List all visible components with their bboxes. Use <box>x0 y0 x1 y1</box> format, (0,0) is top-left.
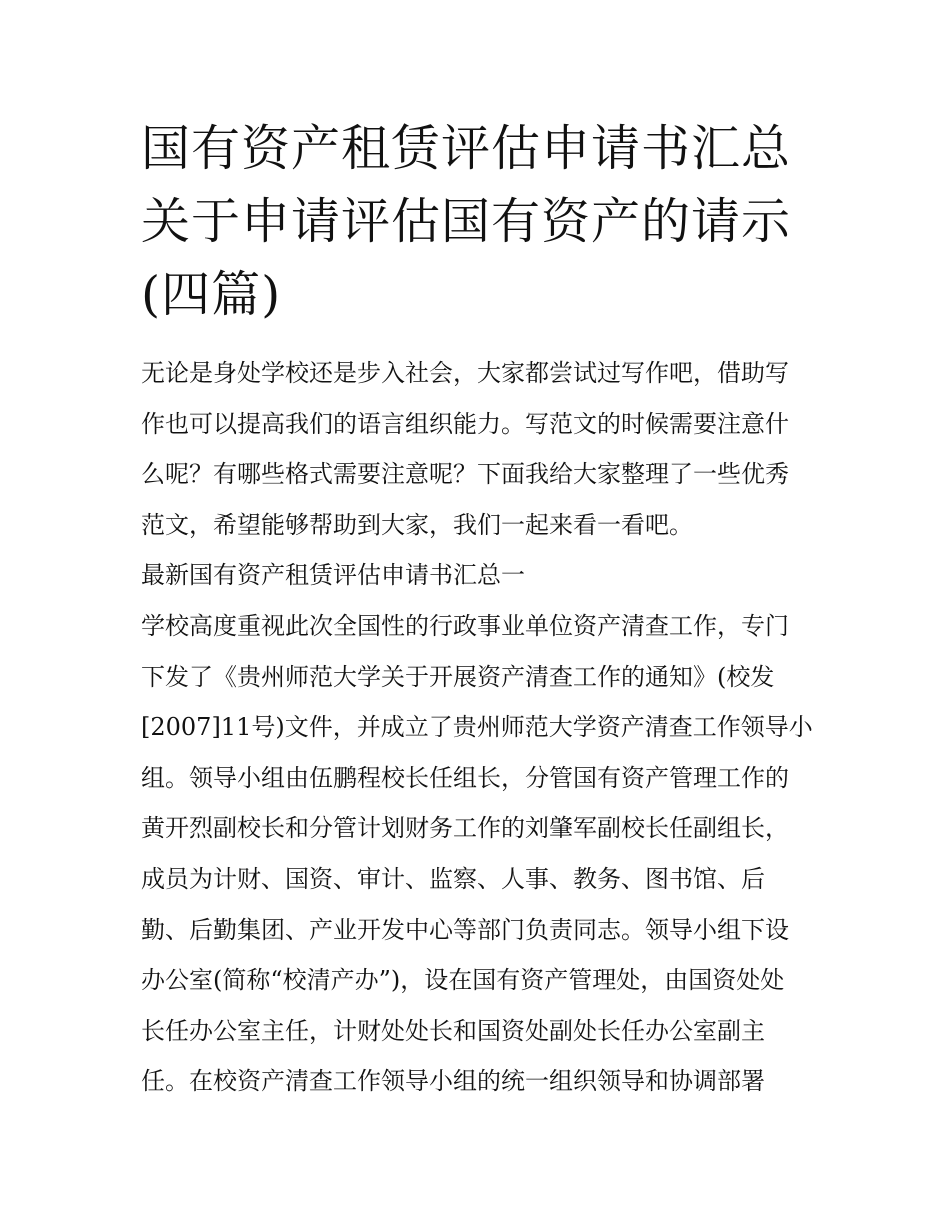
document-body <box>141 348 813 1107</box>
body-line-10: 任。在校资产清查工作领导小组的统一组织领导和协调部署 <box>141 1067 765 1096</box>
body-line-8: 办公室(简称“校清产办”)，设在国有资产管理处，由国资处处 <box>141 966 785 995</box>
intro-line-2: 作也可以提高我们的语言组织能力。写范文的时候需要注意什 <box>141 409 789 438</box>
body-line-4: 组。领导小组由伍鹏程校长任组长，分管国有资产管理工作的 <box>141 763 789 792</box>
intro-line-4: 范文，希望能够帮助到大家，我们一起来看一看吧。 <box>141 510 693 539</box>
intro-line-1: 无论是身处学校还是步入社会，大家都尝试过写作吧，借助写 <box>141 359 789 387</box>
body-line-5: 黄开烈副校长和分管计划财务工作的刘肇军副校长任副组长， <box>141 814 789 843</box>
body-line-7: 勤、后勤集团、产业开发中心等部门负责同志。领导小组下设 <box>141 915 789 944</box>
title-line-3: (四篇) <box>141 266 282 323</box>
intro-line-3: 么呢？有哪些格式需要注意呢？下面我给大家整理了一些优秀 <box>141 460 789 489</box>
section-heading: 最新国有资产租赁评估申请书汇总一 <box>141 561 525 590</box>
body-line-1: 学校高度重视此次全国性的行政事业单位资产清查工作，专门 <box>141 611 789 640</box>
title-line-1: 国有资产租赁评估申请书汇总 <box>141 120 792 177</box>
body-line-6: 成员为计财、国资、审计、监察、人事、教务、图书馆、后 <box>141 864 765 893</box>
body-line-2: 下发了《贵州师范大学关于开展资产清查工作的通知》(校发 <box>141 662 775 691</box>
document-title <box>141 112 813 331</box>
title-line-2: 关于申请评估国有资产的请示 <box>141 193 792 250</box>
body-line-3: [2007]11号)文件，并成立了贵州师范大学资产清查工作领导小 <box>141 713 813 742</box>
body-line-9: 长任办公室主任，计财处处长和国资处副处长任办公室副主 <box>141 1016 765 1045</box>
document-page <box>141 112 813 1107</box>
